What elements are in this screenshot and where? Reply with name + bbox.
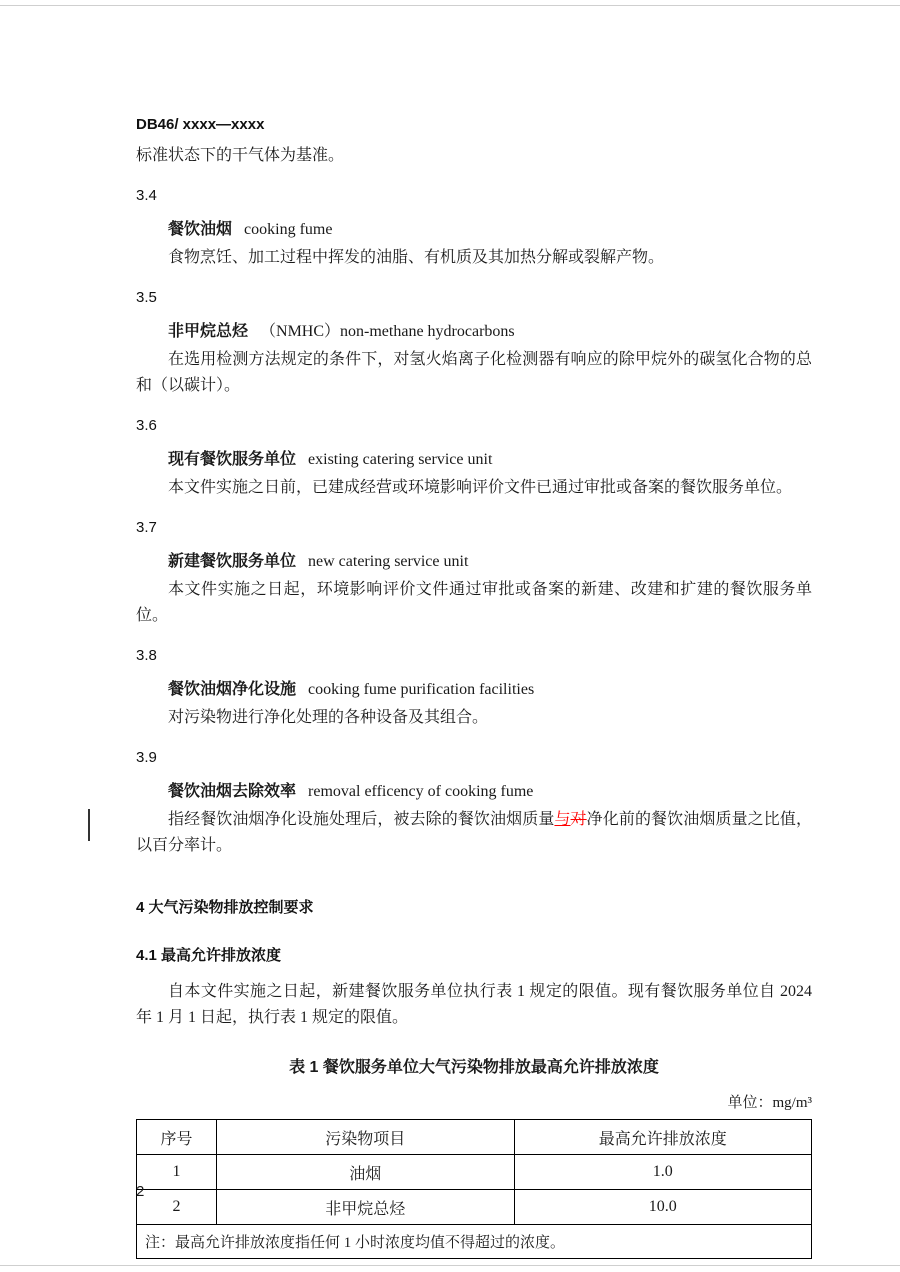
clause-4-1-paragraph: 自本文件实施之日起，新建餐饮服务单位执行表 1 规定的限值。现有餐饮服务单位自 2024 年 1 月 1 日起，执行表 1 规定的限值。: [136, 983, 812, 1026]
definition-3-5: 在选用检测方法规定的条件下，对氢火焰离子化检测器有响应的除甲烷外的碳氢化合物的总和（以碳计）。: [136, 351, 812, 394]
table-row: [137, 1190, 812, 1225]
term-line-3-7: [136, 549, 812, 575]
table-note-row: [137, 1225, 812, 1259]
cell-pollutant: 非甲烷总烃: [217, 1190, 515, 1225]
term-en: cooking fume purification facilities: [308, 681, 535, 698]
term-zh: 餐饮油烟: [168, 221, 233, 238]
col-header-pollutant: 污染物项目: [217, 1120, 515, 1155]
tracked-deletion: 对: [570, 811, 587, 828]
table-unit-label: 单位：mg/m³: [727, 1095, 812, 1111]
cell-index: 2: [137, 1190, 217, 1225]
definition-3-8: 对污染物进行净化处理的各种设备及其组合。: [168, 709, 489, 726]
definition-text-before: 指经餐饮油烟净化设施处理后，被去除的餐饮油烟质量: [168, 811, 555, 828]
term-en: existing catering service unit: [308, 451, 493, 468]
cell-pollutant: 油烟: [217, 1155, 515, 1190]
definition-3-6: 本文件实施之日前，已建成经营或环境影响评价文件已通过审批或备案的餐饮服务单位。: [168, 479, 793, 496]
term-line-3-6: [136, 447, 812, 473]
term-zh: 现有餐饮服务单位: [168, 451, 297, 468]
term-en: new catering service unit: [308, 553, 469, 570]
tracked-insertion: 与: [554, 811, 571, 828]
carryover-paragraph: 标准状态下的干气体为基准。: [136, 147, 345, 164]
col-header-limit: 最高允许排放浓度: [514, 1120, 812, 1155]
definition-3-9: [136, 807, 812, 859]
page-number: 2: [136, 1183, 145, 1200]
clause-4-1-heading: 4.1 最高允许排放浓度: [136, 947, 282, 964]
cell-limit: 1.0: [514, 1155, 812, 1190]
document-code-header: DB46/ xxxx—xxxx: [136, 116, 265, 133]
revision-change-bar: [88, 809, 90, 841]
term-zh: 餐饮油烟净化设施: [168, 681, 297, 698]
table-row: [137, 1155, 812, 1190]
clause-number-3-7: 3.7: [136, 519, 157, 536]
clause-number-3-6: 3.6: [136, 417, 157, 434]
clause-number-3-8: 3.8: [136, 647, 157, 664]
term-line-3-5: [136, 319, 812, 345]
emission-limits-table: [136, 1119, 812, 1259]
clause-number-3-5: 3.5: [136, 289, 157, 306]
term-line-3-9: [136, 779, 812, 805]
cell-limit: 10.0: [514, 1190, 812, 1225]
clause-number-3-4: 3.4: [136, 187, 157, 204]
definition-text-after: 净化前的餐饮油烟质量之比值，以百分率计。: [136, 811, 812, 854]
table-1-caption: 表 1 餐饮服务单位大气污染物排放最高允许排放浓度: [289, 1059, 659, 1076]
term-zh: 新建餐饮服务单位: [168, 553, 297, 570]
col-header-index: 序号: [137, 1120, 217, 1155]
term-en: （NMHC）non-methane hydrocarbons: [260, 323, 515, 340]
term-en: cooking fume: [244, 221, 333, 238]
clause-number-3-9: 3.9: [136, 749, 157, 766]
definition-3-4: 食物烹饪、加工过程中挥发的油脂、有机质及其加热分解或裂解产物。: [168, 249, 665, 266]
chapter-4-heading: 4 大气污染物排放控制要求: [136, 899, 314, 916]
term-zh: 非甲烷总烃: [168, 323, 249, 340]
page-bottom-edge: [0, 1265, 900, 1266]
page-top-edge: [0, 5, 900, 6]
term-zh: 餐饮油烟去除效率: [168, 783, 297, 800]
definition-3-7: 本文件实施之日起，环境影响评价文件通过审批或备案的新建、改建和扩建的餐饮服务单位。: [136, 581, 812, 624]
table-note: 注：最高允许排放浓度指任何 1 小时浓度均值不得超过的浓度。: [137, 1225, 812, 1259]
term-line-3-8: [136, 677, 812, 703]
term-en: removal efficency of cooking fume: [308, 783, 534, 800]
table-header-row: [137, 1120, 812, 1155]
cell-index: 1: [137, 1155, 217, 1190]
term-line-3-4: [136, 217, 812, 243]
